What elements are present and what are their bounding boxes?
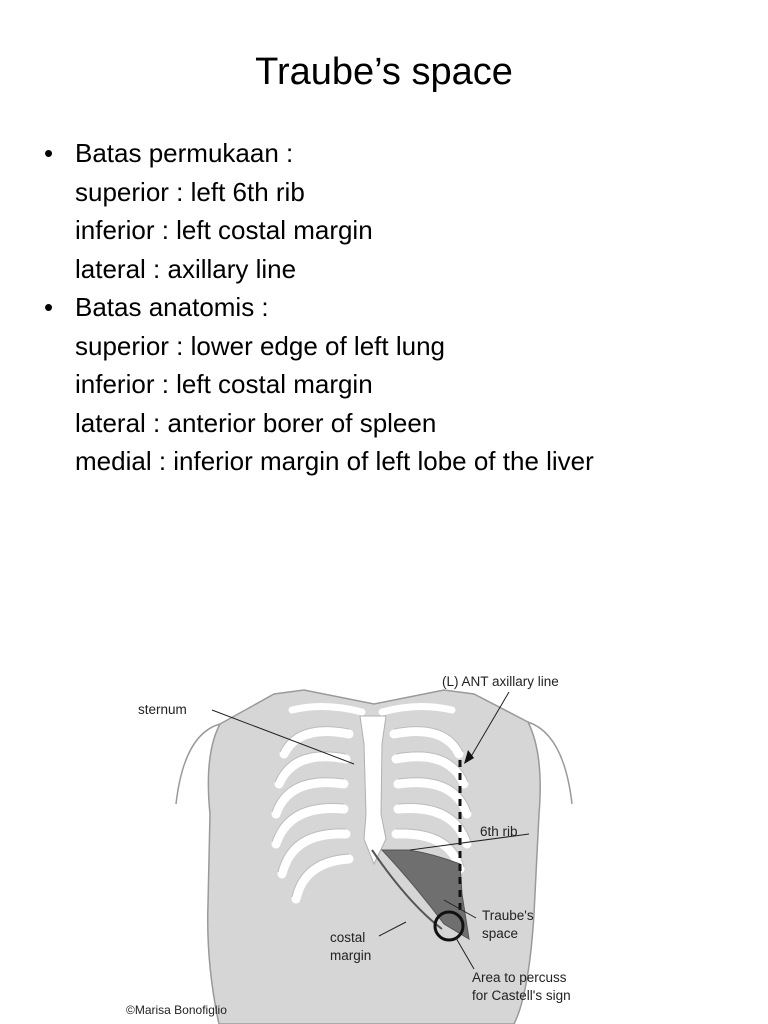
slide-title: Traube’s space [255,51,513,93]
bullet-marker: • [44,138,54,168]
bullet-marker: • [44,292,54,322]
bullet-line: inferior : left costal margin [75,369,373,399]
image-credit: ©Marisa Bonofiglio [126,1003,227,1017]
bullet-line: inferior : left costal margin [75,215,373,245]
label-axillary-line: (L) ANT axillary line [442,674,559,689]
traubes-space-illustration [124,664,614,1024]
label-percuss-2: for Castell's sign [472,988,571,1003]
bullet-line: medial : inferior margin of left lobe of the liver [75,446,594,476]
bullet-heading: Batas permukaan : [75,138,294,168]
bullet-item-anatomic-borders [44,288,744,481]
label-costal-1: costal [330,930,366,945]
label-traubes-space-1: Traube's [482,908,534,923]
label-costal-2: margin [330,948,372,963]
bullet-line: superior : lower edge of left lung [75,330,445,361]
bullet-line: lateral : axillary line [75,253,297,284]
bullet-line: lateral : anterior borer of spleen [75,407,437,438]
label-percuss-1: Area to percuss [472,970,567,985]
label-sixth-rib: 6th rib [480,824,518,839]
label-sternum: sternum [138,702,187,717]
label-traubes-space-2: space [482,926,519,941]
bullet-list [44,134,744,481]
bullet-heading: Batas anatomis : [75,292,269,322]
bullet-line: superior : left 6th rib [75,176,305,207]
bullet-item-surface-borders [44,134,744,288]
